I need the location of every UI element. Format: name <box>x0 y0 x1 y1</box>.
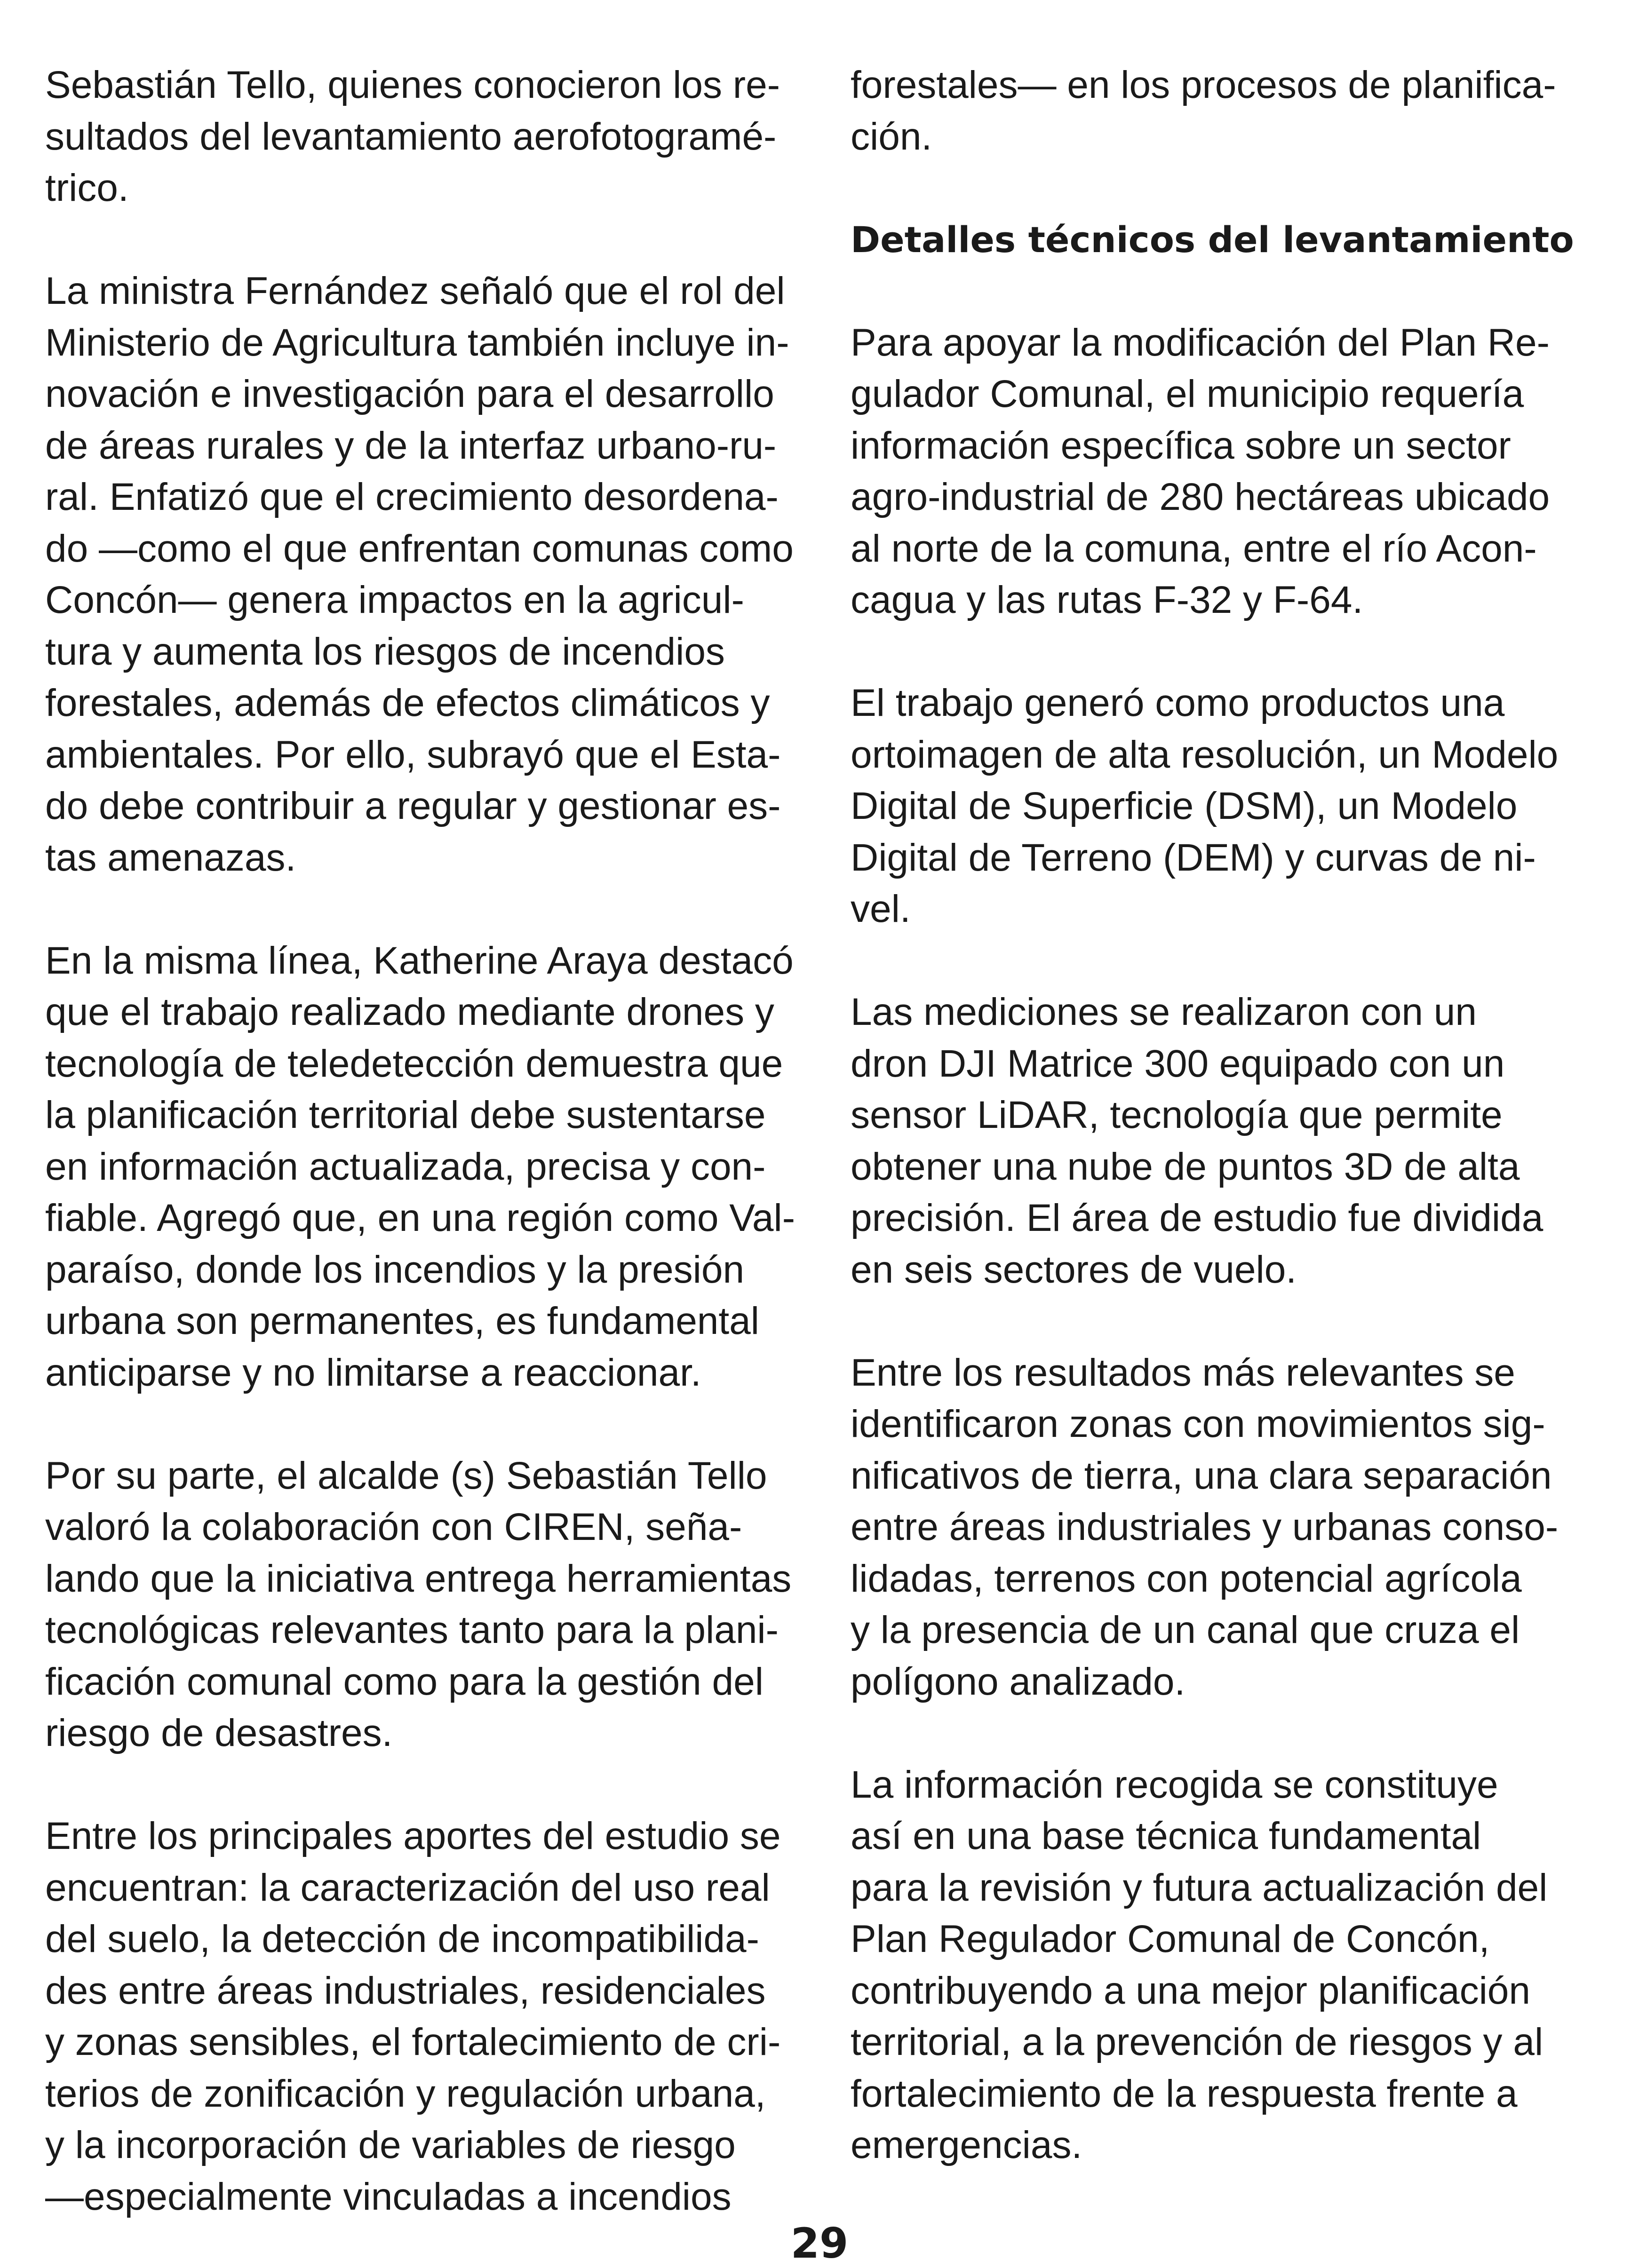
paragraph-productos <box>851 677 1603 935</box>
text-line: lidadas, terrenos con potencial agrícola <box>851 1557 1522 1600</box>
text-line: sensor LiDAR, tecnología que permite <box>851 1094 1503 1136</box>
text-line: paraíso, donde los incendios y la presión <box>45 1248 745 1291</box>
text-line: la planificación territorial debe sustentarse <box>45 1094 766 1136</box>
paragraph-spacer <box>45 1759 817 1811</box>
text-line: entre áreas industriales y urbanas conso- <box>851 1506 1559 1548</box>
text-line: contribuyendo a una mejor planificación <box>851 1969 1531 2012</box>
section-heading: Detalles técnicos del levantamiento <box>851 218 1574 261</box>
right-column <box>851 59 1603 2171</box>
text-line: do debe contribuir a regular y gestionar es- <box>45 785 781 827</box>
text-line: fortalecimiento de la respuesta frente a <box>851 2072 1518 2115</box>
paragraph-araya <box>45 935 817 1399</box>
text-line: Por su parte, el alcalde (s) Sebastián Tello <box>45 1454 767 1497</box>
text-line: riesgo de desastres. <box>45 1712 393 1754</box>
text-line: identificaron zonas con movimientos sig- <box>851 1403 1545 1445</box>
text-line: Para apoyar la modificación del Plan Re- <box>851 321 1550 364</box>
text-line: terios de zonificación y regulación urbana, <box>45 2072 766 2115</box>
left-column <box>45 59 817 2222</box>
text-line: de áreas rurales y de la interfaz urbano-ru- <box>45 424 777 467</box>
paragraph-informacion <box>851 1759 1603 2171</box>
text-line: ortoimagen de alta resolución, un Modelo <box>851 733 1559 776</box>
text-line: Ministerio de Agricultura también incluye in- <box>45 321 789 364</box>
paragraph-spacer <box>45 1398 817 1450</box>
paragraph-continuation-attendees <box>45 59 817 214</box>
text-line: ral. Enfatizó que el crecimiento desordena- <box>45 476 779 518</box>
text-line: des entre áreas industriales, residenciales <box>45 1969 766 2012</box>
text-line: Entre los resultados más relevantes se <box>851 1351 1515 1394</box>
text-line: ambientales. Por ello, subrayó que el Esta- <box>45 733 781 776</box>
text-line: tecnológicas relevantes tanto para la plani- <box>45 1609 779 1651</box>
paragraph-spacer <box>851 162 1603 214</box>
text-line: Digital de Superficie (DSM), un Modelo <box>851 785 1518 827</box>
paragraph-spacer <box>45 214 817 266</box>
paragraph-continuation-forestales <box>851 59 1603 162</box>
text-line: dron DJI Matrice 300 equipado con un <box>851 1042 1505 1085</box>
paragraph-spacer <box>851 265 1603 317</box>
paragraph-mediciones <box>851 986 1603 1295</box>
text-line: El trabajo generó como productos una <box>851 682 1505 724</box>
text-line: tas amenazas. <box>45 836 296 879</box>
text-line: agro-industrial de 280 hectáreas ubicado <box>851 476 1550 518</box>
text-line: Sebastián Tello, quienes conocieron los re- <box>45 63 780 106</box>
text-line: fiable. Agregó que, en una región como Val- <box>45 1197 795 1239</box>
text-line: vel. <box>851 888 911 930</box>
text-line: información específica sobre un sector <box>851 424 1511 467</box>
text-line: Entre los principales aportes del estudio se <box>45 1815 781 1857</box>
text-line: que el trabajo realizado mediante drones y <box>45 991 774 1033</box>
page-number: 29 <box>790 2219 849 2268</box>
text-line: forestales— en los procesos de planifica- <box>851 63 1556 106</box>
text-line: trico. <box>45 167 129 209</box>
paragraph-spacer <box>851 935 1603 987</box>
text-line: en información actualizada, precisa y con- <box>45 1145 766 1188</box>
paragraph-spacer <box>851 626 1603 678</box>
text-line: Las mediciones se realizaron con un <box>851 991 1477 1033</box>
text-line: y la incorporación de variables de riesgo <box>45 2124 736 2166</box>
text-line: al norte de la comuna, entre el río Acon- <box>851 527 1537 570</box>
text-line: forestales, además de efectos climáticos y <box>45 682 770 724</box>
text-line: emergencias. <box>851 2124 1082 2166</box>
text-line: Plan Regulador Comunal de Concón, <box>851 1918 1490 1960</box>
text-line: y zonas sensibles, el fortalecimiento de cri- <box>45 2021 781 2063</box>
paragraph-spacer <box>45 883 817 935</box>
text-line: tura y aumenta los riesgos de incendios <box>45 630 725 673</box>
text-line: obtener una nube de puntos 3D de alta <box>851 1145 1520 1188</box>
text-line: sultados del levantamiento aerofotogramé- <box>45 115 777 158</box>
paragraph-resultados <box>851 1347 1603 1708</box>
text-line: Digital de Terreno (DEM) y curvas de ni- <box>851 836 1536 879</box>
paragraph-spacer <box>851 1295 1603 1347</box>
paragraph-spacer <box>851 1707 1603 1759</box>
text-line: Concón— genera impactos en la agricul- <box>45 579 744 621</box>
text-line: precisión. El área de estudio fue dividida <box>851 1197 1544 1239</box>
text-line: para la revisión y futura actualización del <box>851 1866 1548 1909</box>
text-line: en seis sectores de vuelo. <box>851 1248 1297 1291</box>
text-line: do —como el que enfrentan comunas como <box>45 527 794 570</box>
text-line: territorial, a la prevención de riesgos y al <box>851 2021 1544 2063</box>
text-line: encuentran: la caracterización del uso real <box>45 1866 770 1909</box>
text-line: ficación comunal como para la gestión del <box>45 1660 764 1703</box>
text-line: gulador Comunal, el municipio requería <box>851 373 1524 415</box>
text-line: La ministra Fernández señaló que el rol del <box>45 270 785 312</box>
text-line: y la presencia de un canal que cruza el <box>851 1609 1520 1651</box>
paragraph-ministra <box>45 265 817 883</box>
text-line: valoró la colaboración con CIREN, seña- <box>45 1506 742 1548</box>
text-line: nificativos de tierra, una clara separación <box>851 1454 1552 1497</box>
text-line: polígono analizado. <box>851 1660 1185 1703</box>
text-line: urbana son permanentes, es fundamental <box>45 1300 760 1342</box>
text-line: novación e investigación para el desarrollo <box>45 373 774 415</box>
text-line: anticiparse y no limitarse a reaccionar. <box>45 1351 701 1394</box>
text-line: del suelo, la detección de incompatibilida- <box>45 1918 759 1960</box>
text-line: cagua y las rutas F-32 y F-64. <box>851 579 1363 621</box>
paragraph-plan-regulador <box>851 317 1603 626</box>
text-line: ción. <box>851 115 932 158</box>
paragraph-alcalde <box>45 1450 817 1759</box>
text-line: lando que la iniciativa entrega herramientas <box>45 1557 792 1600</box>
text-line: —especialmente vinculadas a incendios <box>45 2175 732 2218</box>
text-line: tecnología de teledetección demuestra que <box>45 1042 783 1085</box>
text-line: así en una base técnica fundamental <box>851 1815 1481 1857</box>
text-line: En la misma línea, Katherine Araya destacó <box>45 939 794 982</box>
paragraph-aportes <box>45 1810 817 2222</box>
text-line: La información recogida se constituye <box>851 1763 1498 1806</box>
